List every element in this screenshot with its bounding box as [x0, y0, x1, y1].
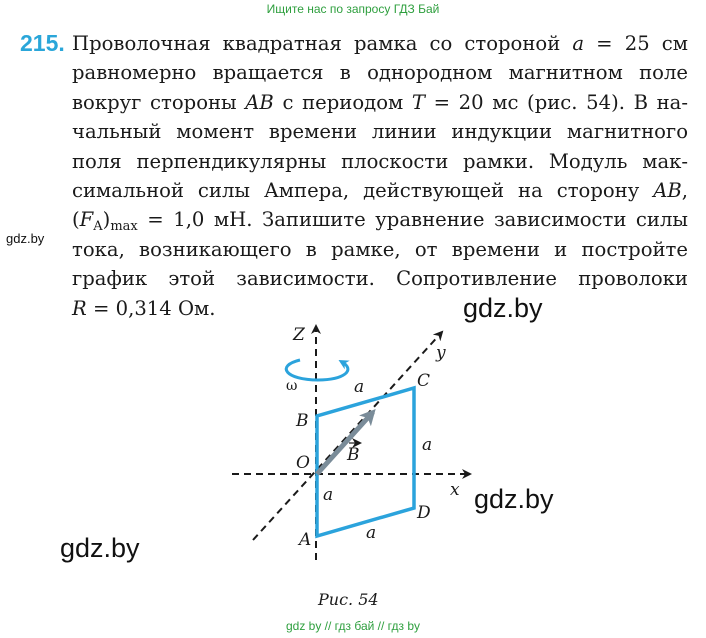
wire-frame — [317, 388, 414, 536]
origin-label: O — [296, 453, 310, 473]
text-fragment: Проволочная квадратная рамка со стороной — [72, 32, 573, 55]
side-label-right: a — [422, 435, 433, 455]
text-fragment: равномерно вращается в однородном магнитном поле — [72, 61, 688, 85]
omega-label: ω — [286, 378, 298, 394]
text-fragment: вокруг стороны — [72, 90, 246, 114]
watermark-large: gdz.by — [60, 533, 140, 563]
z-axis-label: Z — [293, 325, 305, 345]
text-fragment: R — [72, 296, 87, 320]
figure-caption: Рис. 54 — [318, 590, 379, 609]
top-banner[interactable]: Ищите нас по запросу ГДЗ Бай — [266, 2, 440, 16]
y-axis-label: y — [436, 343, 446, 363]
text-fragment: AB — [653, 179, 682, 203]
text-fragment: с периодом — [273, 90, 412, 114]
footer-links[interactable]: gdz by // гдз бай // гдз by — [285, 619, 421, 633]
x-axis-label: x — [450, 480, 460, 500]
watermark-large: gdz.by — [474, 484, 554, 514]
vertex-label-d: D — [417, 503, 431, 523]
text-fragment: , — [681, 179, 688, 203]
text-fragment: ) — [102, 208, 111, 232]
side-label-bottom: a — [366, 523, 377, 543]
text-fragment: a — [572, 32, 585, 55]
b-vector-label: B — [347, 445, 360, 465]
text-fragment: max — [110, 219, 138, 235]
text-fragment: поля перпендикулярны плоскости рамки. Модуль мак- — [72, 149, 688, 173]
vertex-label-b: B — [296, 411, 309, 431]
text-fragment: чальный момент времени линии индукции магнитного — [72, 120, 688, 144]
watermark-large: gdz.by — [463, 293, 543, 323]
text-fragment: график этой зависимости. Сопротивление проволоки — [72, 267, 688, 291]
vertex-label-c: C — [417, 371, 431, 391]
text-fragment: = 20 мс (рис. 54). В на- — [424, 90, 688, 114]
text-fragment: симальной силы Ампера, действующей на сторону — [72, 179, 654, 203]
text-fragment: = 1,0 мН. Запишите уравнение зависимости силы — [137, 208, 688, 232]
text-fragment: T — [411, 90, 425, 114]
b-vector-arrow — [317, 412, 373, 474]
text-fragment: = 0,314 Ом. — [86, 296, 216, 320]
side-label-top: a — [354, 377, 365, 397]
watermark-small: gdz.by — [6, 231, 45, 246]
rotation-arrow — [286, 360, 348, 380]
side-label-left: a — [323, 485, 334, 505]
text-fragment: AB — [245, 90, 274, 114]
problem-number: 215. — [20, 30, 65, 56]
text-fragment: ( — [72, 208, 80, 232]
text-fragment: A — [93, 219, 103, 235]
text-fragment: тока, возникающего в рамке, от времени и постройте — [72, 237, 688, 261]
text-fragment: F — [79, 208, 94, 232]
text-fragment: = 25 см — [584, 32, 688, 55]
vertex-label-a: A — [299, 530, 312, 550]
